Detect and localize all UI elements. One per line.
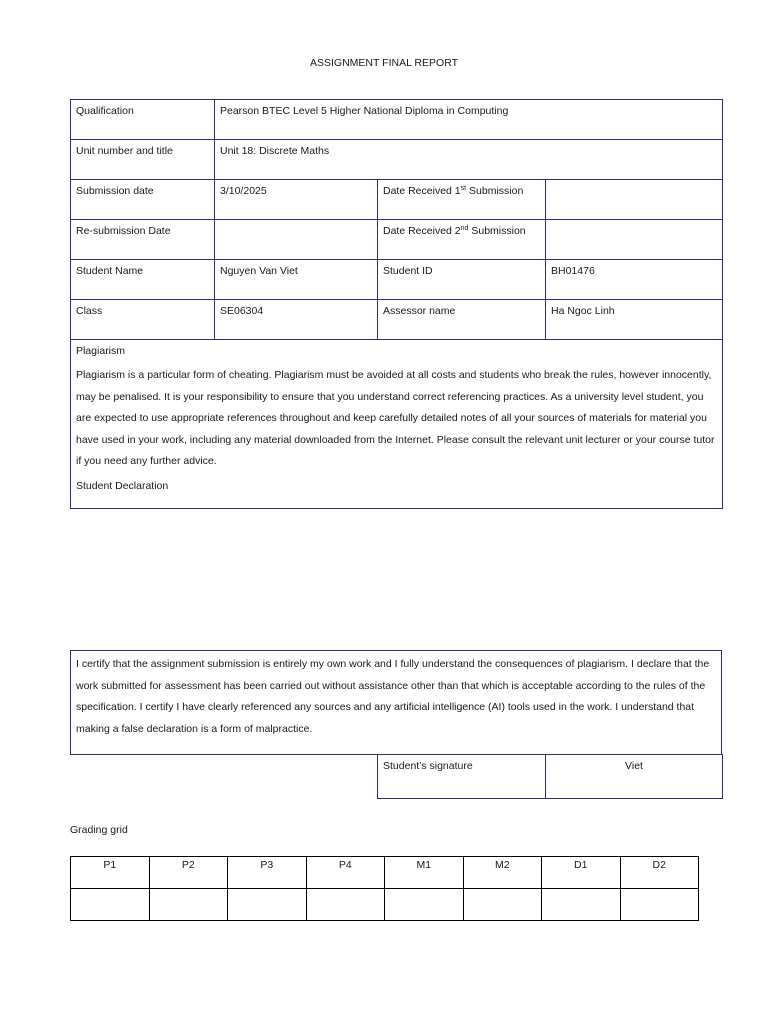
assignment-info-table	[70, 99, 723, 509]
student-declaration-heading: Student Declaration	[76, 479, 169, 492]
student-id-label: Student ID	[378, 260, 546, 300]
class-row	[71, 300, 723, 340]
submission-row	[71, 180, 723, 220]
date-received-1-value	[546, 180, 723, 220]
grade-header-m1: M1	[385, 857, 464, 889]
date-received-2-sup: nd	[460, 225, 469, 232]
plagiarism-heading: Plagiarism	[76, 345, 126, 357]
submission-date-value: 3/10/2025	[215, 180, 378, 220]
grading-grid	[70, 856, 699, 921]
qualification-value: Pearson BTEC Level 5 Higher National Diploma in Computing	[215, 100, 723, 140]
plagiarism-section	[71, 340, 723, 509]
signature-row	[378, 755, 723, 799]
assessor-label: Assessor name	[378, 300, 546, 340]
date-received-2-label	[378, 220, 546, 260]
resubmission-date-label: Re-submission Date	[71, 220, 215, 260]
student-name-label: Student Name	[71, 260, 215, 300]
grade-cell-m1	[385, 889, 464, 921]
grade-header-p4: P4	[306, 857, 385, 889]
grade-header-m2: M2	[463, 857, 542, 889]
grade-header-p3: P3	[228, 857, 307, 889]
date-received-2-suffix: Submission	[468, 225, 526, 237]
date-received-2-prefix: Date Received 2	[383, 225, 461, 237]
grade-cell-p3	[228, 889, 307, 921]
grading-grid-label: Grading grid	[70, 824, 128, 836]
grade-header-p2: P2	[149, 857, 228, 889]
student-row	[71, 260, 723, 300]
document-title: ASSIGNMENT FINAL REPORT	[310, 57, 458, 69]
student-id-value: BH01476	[546, 260, 723, 300]
plagiarism-row	[71, 340, 723, 509]
unit-row	[71, 140, 723, 180]
date-received-1-sup: st	[460, 185, 467, 192]
class-value: SE06304	[215, 300, 378, 340]
grading-value-row	[71, 889, 699, 921]
grade-header-d1: D1	[542, 857, 621, 889]
grade-cell-d1	[542, 889, 621, 921]
grade-cell-p1	[71, 889, 150, 921]
date-received-1-prefix: Date Received 1	[383, 185, 461, 197]
date-received-1-label	[378, 180, 546, 220]
class-label: Class	[71, 300, 215, 340]
qualification-row	[71, 100, 723, 140]
grade-cell-p4	[306, 889, 385, 921]
signature-table	[377, 754, 723, 799]
submission-date-label: Submission date	[71, 180, 215, 220]
grade-header-p1: P1	[71, 857, 150, 889]
certification-statement: I certify that the assignment submission is entirely my own work and I fully understand the consequences of plagiarism. I declare that the work submitted for assessment has been carried out without assistance other than that which is acceptable according to the rules of the specification. I certify I have clearly referenced any sources and any artificial intelligence (AI) tools used in the work. I understand that making a false declaration is a form of malpractice.	[70, 650, 722, 755]
signature-label: Student’s signature	[378, 755, 546, 799]
student-name-value: Nguyen Van Viet	[215, 260, 378, 300]
grade-cell-p2	[149, 889, 228, 921]
resubmission-row	[71, 220, 723, 260]
date-received-1-suffix: Submission	[466, 185, 524, 197]
grade-header-d2: D2	[620, 857, 699, 889]
resubmission-date-value	[215, 220, 378, 260]
unit-value: Unit 18: Discrete Maths	[215, 140, 723, 180]
qualification-label: Qualification	[71, 100, 215, 140]
grade-cell-m2	[463, 889, 542, 921]
unit-label: Unit number and title	[71, 140, 215, 180]
signature-value: Viet	[546, 755, 723, 799]
assessor-value: Ha Ngoc Linh	[546, 300, 723, 340]
grading-header-row	[71, 857, 699, 889]
grade-cell-d2	[620, 889, 699, 921]
plagiarism-body: Plagiarism is a particular form of cheating. Plagiarism must be avoided at all costs and students who break the rules, however innocently, may be penalised. It is your responsibility to ensure that you understand correct referencing practices. As a university level student, you are expected to use appropriate references throughout and keep carefully detailed notes of all your sources of materials for material you have used in your work, including any material downloaded from the Internet. Please consult the relevant unit lecturer or your course tutor if you need any further advice.	[76, 369, 715, 467]
date-received-2-value	[546, 220, 723, 260]
